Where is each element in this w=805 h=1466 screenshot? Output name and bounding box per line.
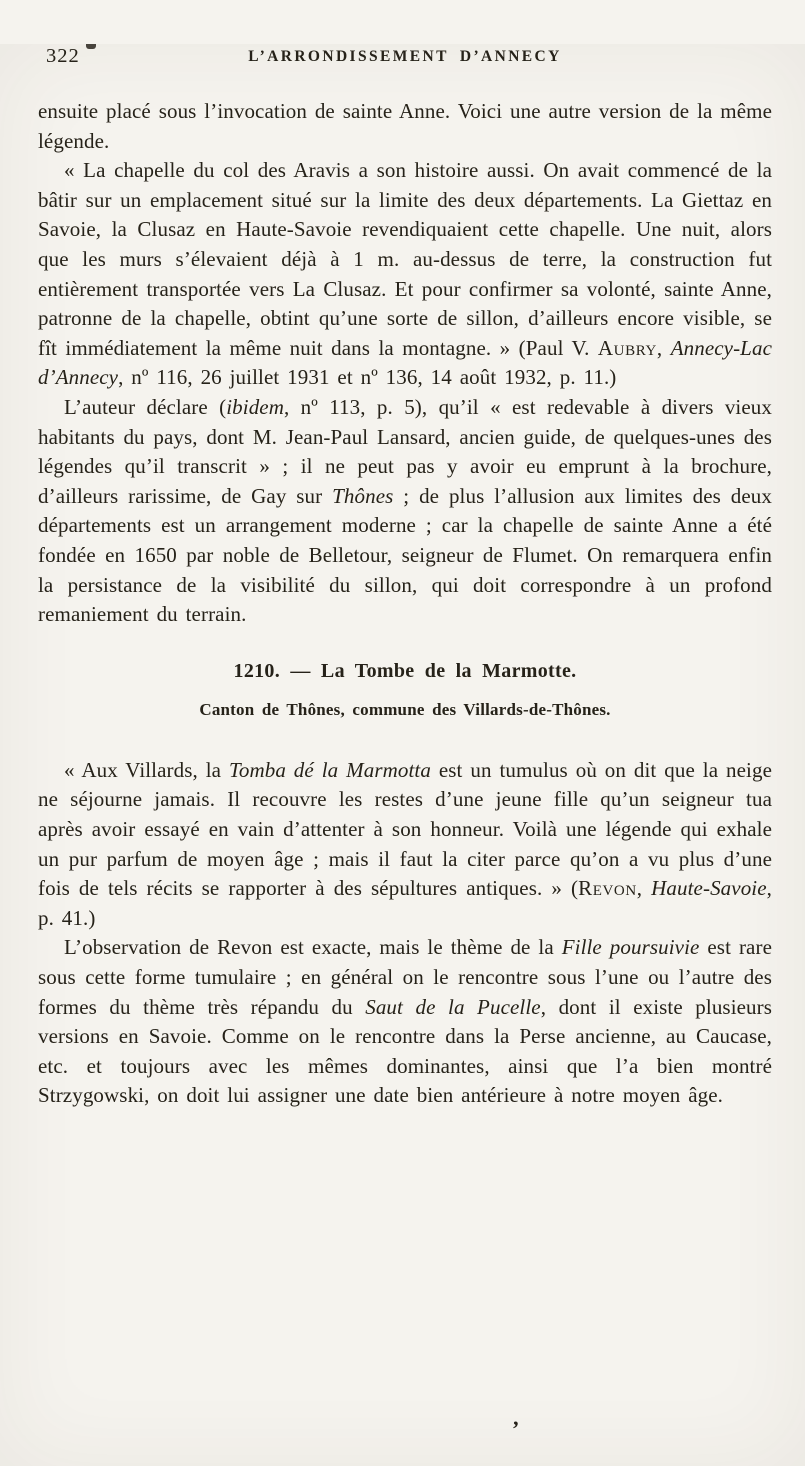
author-smallcaps: Revon (578, 876, 637, 901)
italic-phrase: Tomba dé la Marmotta (229, 757, 431, 782)
paragraph (38, 156, 772, 393)
text-run: « La chapelle du col des Aravis a son histoire aussi. On avait commencé de la bâtir sur un emplacement situé sur la limite des deux départements. La Giettaz en Savoie, la Clusaz en Haute-Savoie revendiquaient cette chapelle. Une nuit, alors que les murs s’élevaient déjà à 1 m. au-dessus de terre, la construction fut entièrement transportée vers La Clusaz. Et pour confirmer sa volonté, sainte Anne, patronne de la chapelle, obtint qu’une sorte de sillon, d’ailleurs encore visible, se fît immédiatement la même nuit dans la montagne. » (Paul V. (38, 158, 772, 360)
work-title-italic: Thônes (332, 483, 394, 508)
paragraph (38, 756, 772, 934)
paragraph (38, 97, 772, 156)
paragraph (38, 393, 772, 630)
text-run: « Aux Villards, la (64, 757, 229, 782)
text-run: est rare sous cette forme tumulaire ; en général on le rencontre sous l’une ou l’autre des formes du thème très répandu du (38, 935, 772, 1019)
text-run: L’observation de Revon est exacte, mais le thème de la (64, 935, 562, 960)
text-run: , p. 41.) (38, 876, 773, 930)
scan-artifact-mark: ’ (512, 1416, 520, 1441)
text-run: , (636, 876, 652, 901)
work-title-italic: Annecy-Lac d’Annecy (38, 335, 772, 390)
italic-phrase: Saut de la Pucelle (365, 994, 541, 1019)
page-number: 322 (46, 45, 80, 67)
text-run: L’auteur déclare ( (64, 394, 227, 419)
text-run: , nº 113, p. 5), qu’il « est redevable à divers vieux habitants du pays, dont M. Jean-Paul Lansard, ancien guide, de quelques-unes des légendes qu’il transcrit » ; il ne peut pas y avoir eu emprunt à la brochure, d’ailleurs rarissime, de Gay sur (38, 394, 772, 508)
text-run: est un tumulus où on dit que la neige ne séjourne jamais. Il recouvre les restes d’une jeune fille qu’un seigneur tua après avoir essayé en vain d’attenter à son honneur. Voilà une légende qui exhale un pur parfum de moyen âge ; mais il faut la citer parce qu’on a vu plus d’une fois de tels récits se rapporter à des sépultures antiques. » ( (38, 757, 772, 901)
book-page (0, 44, 805, 1466)
italic-phrase: Fille poursuivie (561, 935, 700, 960)
author-smallcaps: Aubry (597, 335, 657, 360)
work-title-italic: Haute-Savoie (651, 876, 767, 901)
text-run: , (656, 335, 671, 360)
running-title: L’ARRONDISSEMENT D’ANNECY (248, 48, 562, 65)
scanned-book-page (0, 44, 805, 1466)
entry-heading: 1210. — La Tombe de la Marmotte. (233, 659, 577, 682)
text-run: ensuite placé sous l’invocation de sainte Anne. Voici une autre version de la même légende. (38, 99, 772, 153)
text-block (38, 97, 772, 1111)
text-run: ; de plus l’allusion aux limites des deux départements est un arrangement moderne ; car la chapelle de sainte Anne a été fondée en 1650 par noble de Belletour, seigneur de Flumet. On remarquera enfin la persistance de la visibilité du sillon, qui doit correspondre à un profond remaniement du terrain. (38, 483, 772, 627)
text-run: , dont il existe plusieurs versions en Savoie. Comme on le rencontre dans la Perse ancienne, au Caucase, etc. et toujours avec les mêmes dominantes, ainsi que l’a bien montré Strzygowski, on doit lui assigner une date bien antérieure à notre moyen âge. (38, 994, 773, 1108)
italic-phrase: ibidem (226, 394, 284, 419)
entry-subheading: Canton de Thônes, commune des Villards-de-Thônes. (199, 700, 611, 720)
page-header (38, 44, 772, 70)
paragraph (38, 933, 772, 1111)
text-run: , nº 116, 26 juillet 1931 et nº 136, 14 août 1932, p. 11.) (118, 365, 617, 390)
